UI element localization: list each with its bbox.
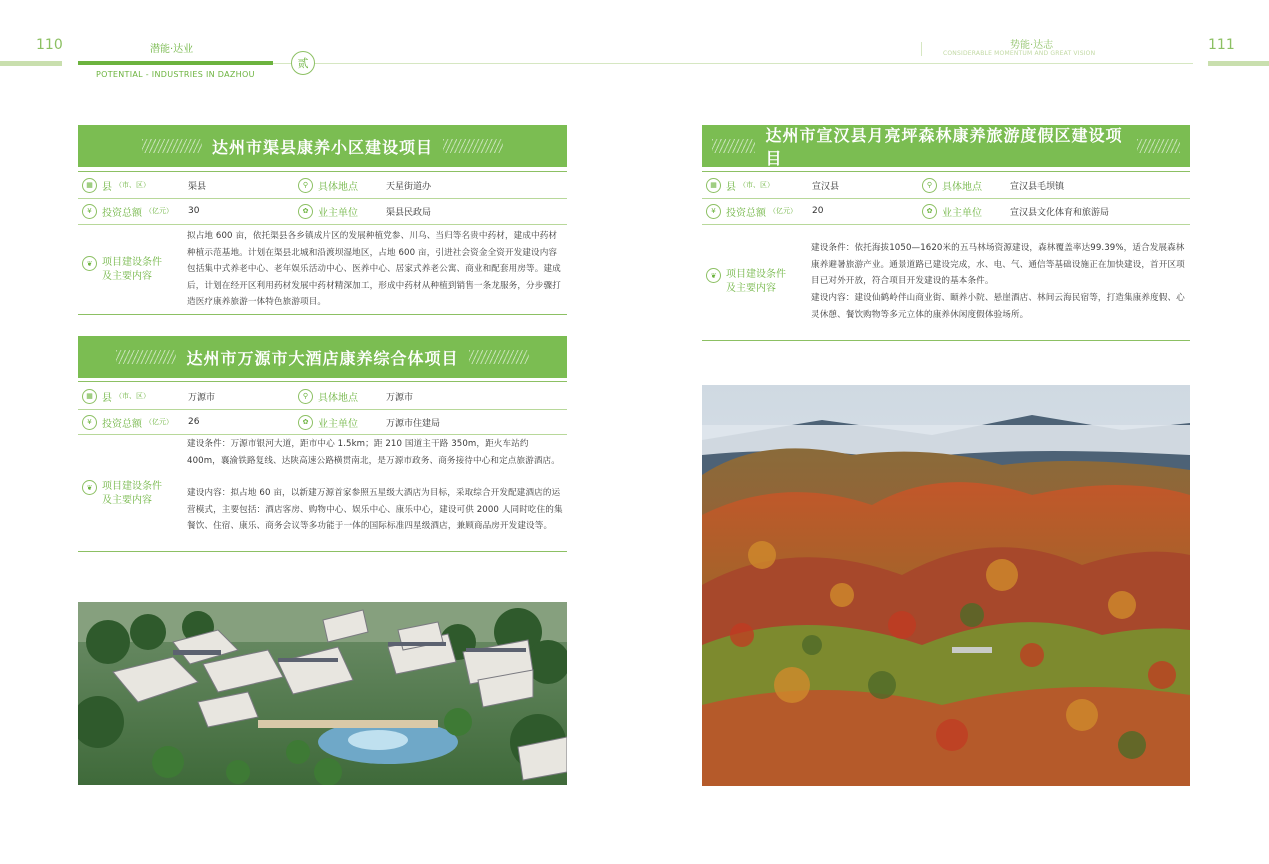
project1-county-value: 渠县 xyxy=(188,181,207,192)
left-header-bar xyxy=(0,61,62,66)
money-icon: ¥ xyxy=(82,415,97,430)
project3-location-value: 宣汉县毛坝镇 xyxy=(1010,181,1065,192)
project1-location-value: 天星街道办 xyxy=(386,181,432,192)
header-rule xyxy=(273,63,1193,64)
title-hatch-decoration xyxy=(142,139,202,153)
project2-content-conditions: 建设条件：万源市银河大道，距市中心 1.5km；距 210 国道主干路 350m，距火车站约 400m，襄渝铁路复线、达陕高速公路横贯南北，是万源市政务、商务接待中心和定点旅游酒店。 xyxy=(187,439,560,466)
project3-investment-value: 20 xyxy=(812,206,824,216)
county-label: ▦ 县 （市、区） xyxy=(706,178,812,193)
divider xyxy=(702,340,1190,341)
hotel-complex-photo xyxy=(78,602,567,785)
project1-owner-value: 渠县民政局 xyxy=(386,207,432,218)
owner-icon: ✿ xyxy=(298,415,313,430)
divider xyxy=(702,224,1190,225)
building-icon: ▦ xyxy=(706,178,721,193)
project3-row-county xyxy=(706,176,1186,194)
project1-investment-value: 30 xyxy=(188,206,200,216)
project2-row-county xyxy=(82,387,562,405)
county-label: ▦ 县 （市、区） xyxy=(82,389,188,404)
right-header-title: 势能·达志 xyxy=(1010,40,1054,51)
project1-title-bar xyxy=(78,125,567,167)
divider xyxy=(78,434,567,435)
title-hatch-decoration xyxy=(712,139,755,153)
divider xyxy=(78,314,567,315)
project2-county-value: 万源市 xyxy=(188,392,216,403)
leaf-icon: ❦ xyxy=(706,268,721,283)
right-page-number: 111 xyxy=(1208,37,1235,53)
left-header-subtitle: POTENTIAL - INDUSTRIES IN DAZHOU xyxy=(96,70,255,79)
project1-content: 拟占地 600 亩，依托渠县各乡镇成片区的发展种植党参、川乌、当归等名贵中药材，建成中药材种植示范基地。计划在渠县北城和沿渡坝湿地区，占地 600 亩，引进社会资金全资开发建设内容包括集中式养老中心、老年娱乐活动中心、医养中心、居家式养老公寓、商业和配套用房等。建成后，计划在经开区利用药材发展中药材精深加工，形成中药材从种植到销售一条龙服务，分步骤打造医疗康养旅游一体特色旅游项目。 xyxy=(187,231,561,307)
building-icon: ▦ xyxy=(82,178,97,193)
building-icon: ▦ xyxy=(82,389,97,404)
money-icon: ¥ xyxy=(82,204,97,219)
left-page-number: 110 xyxy=(36,37,63,53)
project2-conditions-label: ❦ 项目建设条件 及主要内容 xyxy=(82,480,162,508)
location-pin-icon: ⚲ xyxy=(298,178,313,193)
divider xyxy=(78,224,567,225)
owner-label: ✿ 业主单位 xyxy=(922,204,1010,219)
divider xyxy=(78,551,567,552)
project2-title-bar xyxy=(78,336,567,378)
location-pin-icon: ⚲ xyxy=(298,389,313,404)
project3-county-value: 宣汉县 xyxy=(812,181,840,192)
location-label: ⚲ 具体地点 xyxy=(298,389,386,404)
investment-label: ¥ 投资总额 （亿元） xyxy=(706,204,812,219)
divider xyxy=(78,409,567,410)
right-header-left-tick xyxy=(921,42,922,56)
title-hatch-decoration xyxy=(1137,139,1180,153)
title-hatch-decoration xyxy=(116,350,176,364)
owner-icon: ✿ xyxy=(298,204,313,219)
right-header-bar xyxy=(1208,61,1269,66)
location-pin-icon: ⚲ xyxy=(922,178,937,193)
leaf-icon: ❦ xyxy=(82,256,97,271)
project3-content-construction: 建设内容：建设仙鹤岭伴山商业街、颐养小院、悬崖酒店、林间云海民宿等，打造集康养度假、心灵休憩、餐饮购物等多元立体的康养休闲度假体验场所。 xyxy=(811,293,1185,320)
divider xyxy=(78,198,567,199)
owner-label: ✿ 业主单位 xyxy=(298,415,386,430)
county-label: ▦ 县 （市、区） xyxy=(82,178,188,193)
right-header-subtitle: CONSIDERABLE MOMENTUM AND GREAT VISION xyxy=(943,50,1096,57)
project2-title: 达州市万源市大酒店康养综合体项目 xyxy=(186,348,459,368)
project3-content-conditions: 建设条件：依托海拔1050—1620米的五马林场资源建设，森林覆盖率达99.39%，适合发展森林康养避暑旅游产业。通景道路已建设完成，水、电、气、通信等基础设施正在加快建设，首开区项目已对外开放，符合项目开发建设的基本条件。 xyxy=(811,243,1185,286)
divider xyxy=(78,171,567,172)
leaf-icon: ❦ xyxy=(82,480,97,495)
money-icon: ¥ xyxy=(706,204,721,219)
project1-row-investment xyxy=(82,202,562,220)
divider xyxy=(78,381,567,382)
location-label: ⚲ 具体地点 xyxy=(922,178,1010,193)
project3-title: 达州市宣汉县月亮坪森林康养旅游度假区建设项目 xyxy=(765,126,1123,168)
title-hatch-decoration xyxy=(469,350,529,364)
project3-owner-value: 宣汉县文化体育和旅游局 xyxy=(1010,207,1110,218)
project3-title-bar xyxy=(702,125,1190,167)
project2-investment-value: 26 xyxy=(188,417,200,427)
project2-location-value: 万源市 xyxy=(386,392,414,403)
project2-row-investment xyxy=(82,413,562,431)
forest-mountain-photo xyxy=(702,385,1190,786)
project2-owner-value: 万源市住建局 xyxy=(386,418,441,429)
divider xyxy=(702,198,1190,199)
project1-title: 达州市渠县康养小区建设项目 xyxy=(211,137,433,157)
divider xyxy=(702,171,1190,172)
project3-row-investment xyxy=(706,202,1186,220)
emblem-icon: 贰 xyxy=(291,51,315,75)
investment-label: ¥ 投资总额 （亿元） xyxy=(82,204,188,219)
location-label: ⚲ 具体地点 xyxy=(298,178,386,193)
project1-row-county xyxy=(82,176,562,194)
owner-icon: ✿ xyxy=(922,204,937,219)
investment-label: ¥ 投资总额 （亿元） xyxy=(82,415,188,430)
project1-conditions-label: ❦ 项目建设条件 及主要内容 xyxy=(82,256,162,284)
left-header-title: 潜能·达业 xyxy=(150,44,194,55)
left-header-accent xyxy=(78,61,273,65)
project3-conditions-label: ❦ 项目建设条件 及主要内容 xyxy=(706,268,786,296)
owner-label: ✿ 业主单位 xyxy=(298,204,386,219)
title-hatch-decoration xyxy=(443,139,503,153)
project2-content-construction: 建设内容：拟占地 60 亩，以新建万源首家参照五星级大酒店为目标，采取综合开发配建酒店的运营模式，主要包括：酒店客房、购物中心、娱乐中心、康乐中心，建设可供 2000 人同时吃住的集餐饮、住宿、康乐、商务会议等多功能于一体的国际标准四星级酒店，兼顾商品房开发建设等。 xyxy=(187,488,563,531)
